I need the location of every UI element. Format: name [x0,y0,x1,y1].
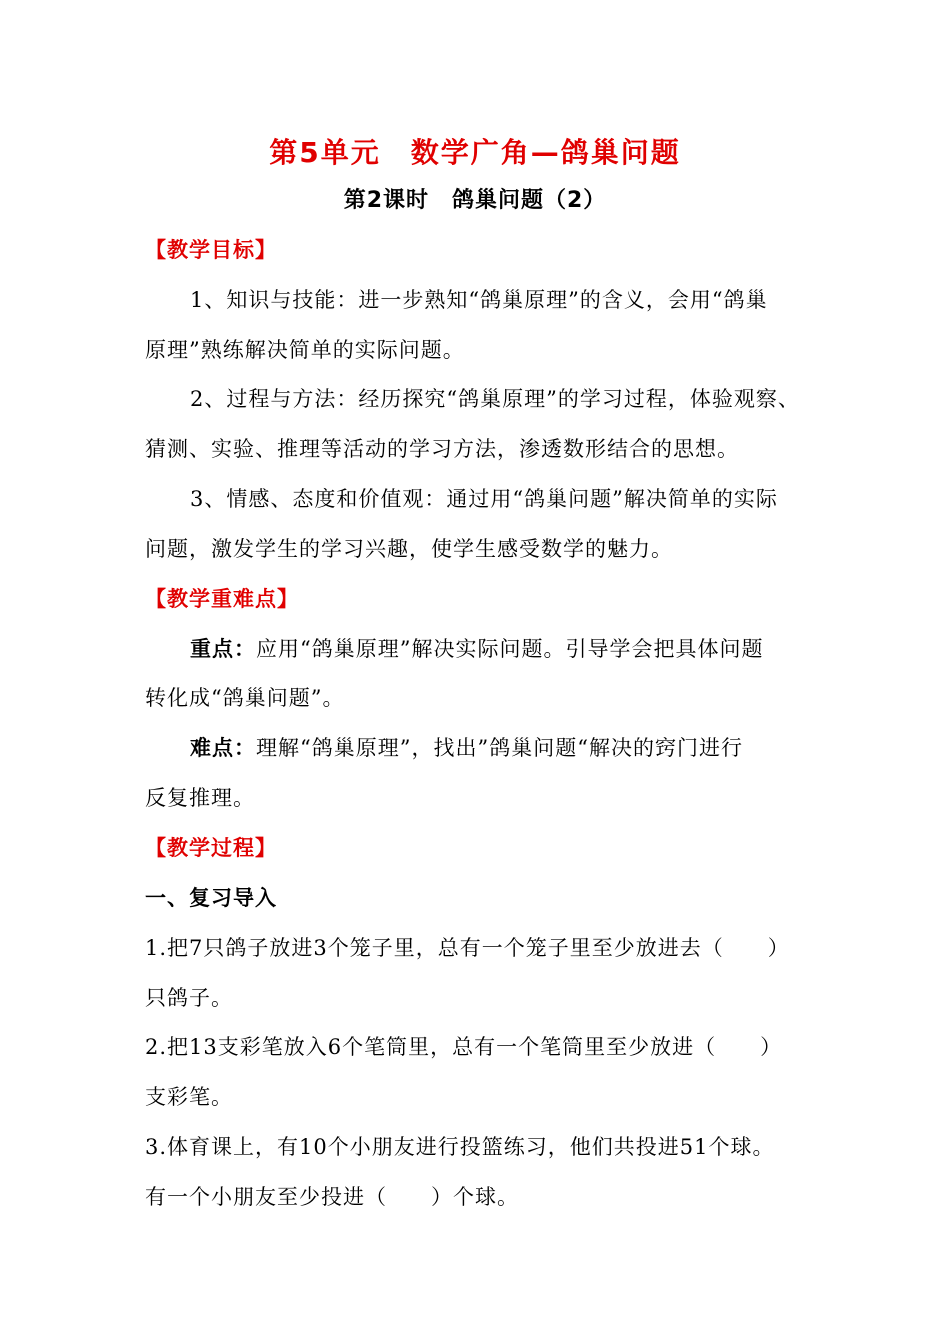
section-review-heading: 一、复习导入 [145,886,277,910]
focus-line-2: 转化成“鸽巢问题”。 [145,686,345,710]
focus-line-1 [190,634,763,664]
objectives-heading: 【教学目标】 [145,238,277,262]
objective-3-line-2: 问题，激发学生的学习兴趣，使学生感受数学的魅力。 [145,537,673,561]
objective-2-line-2: 猜测、实验、推理等活动的学习方法，渗透数形结合的思想。 [145,437,739,461]
objective-1-line-2: 原理”熟练解决简单的实际问题。 [145,338,465,362]
difficulty-line-2: 反复推理。 [145,786,255,810]
objective-1-line-1: 1、知识与技能：进一步熟知“鸽巢原理”的含义，会用“鸽巢 [190,288,768,312]
focus-text: 应用“鸽巢原理”解决实际问题。引导学会把具体问题 [256,637,764,661]
question-1-line-1: 1.把7只鸽子放进3个笼子里，总有一个笼子里至少放进去（ ） [145,936,790,960]
question-3-line-1: 3.体育课上，有10个小朋友进行投篮练习，他们共投进51个球。 [145,1135,775,1159]
document-title: 第5单元 数学广角—鸽巢问题 [269,136,681,169]
difficulty-line-1 [190,733,743,763]
focus-label: 重点： [190,637,256,661]
difficulty-label: 难点： [190,736,256,760]
question-1-line-2: 只鸽子。 [145,986,233,1010]
key-points-heading: 【教学重难点】 [145,587,299,611]
difficulty-text: 理解“鸽巢原理”，找出”鸽巢问题“解决的窍门进行 [256,736,743,760]
process-heading: 【教学过程】 [145,836,277,860]
question-3-line-2: 有一个小朋友至少投进（ ）个球。 [145,1185,519,1209]
question-2-line-2: 支彩笔。 [145,1085,233,1109]
lesson-subtitle: 第2课时 鸽巢问题（2） [343,188,607,213]
objective-3-line-1: 3、情感、态度和价值观：通过用“鸽巢问题”解决简单的实际 [190,487,778,511]
objective-2-line-1: 2、过程与方法：经历探究“鸽巢原理”的学习过程，体验观察、 [190,387,800,411]
question-2-line-1: 2.把13支彩笔放入6个笔筒里，总有一个笔筒里至少放进（ ） [145,1035,783,1059]
